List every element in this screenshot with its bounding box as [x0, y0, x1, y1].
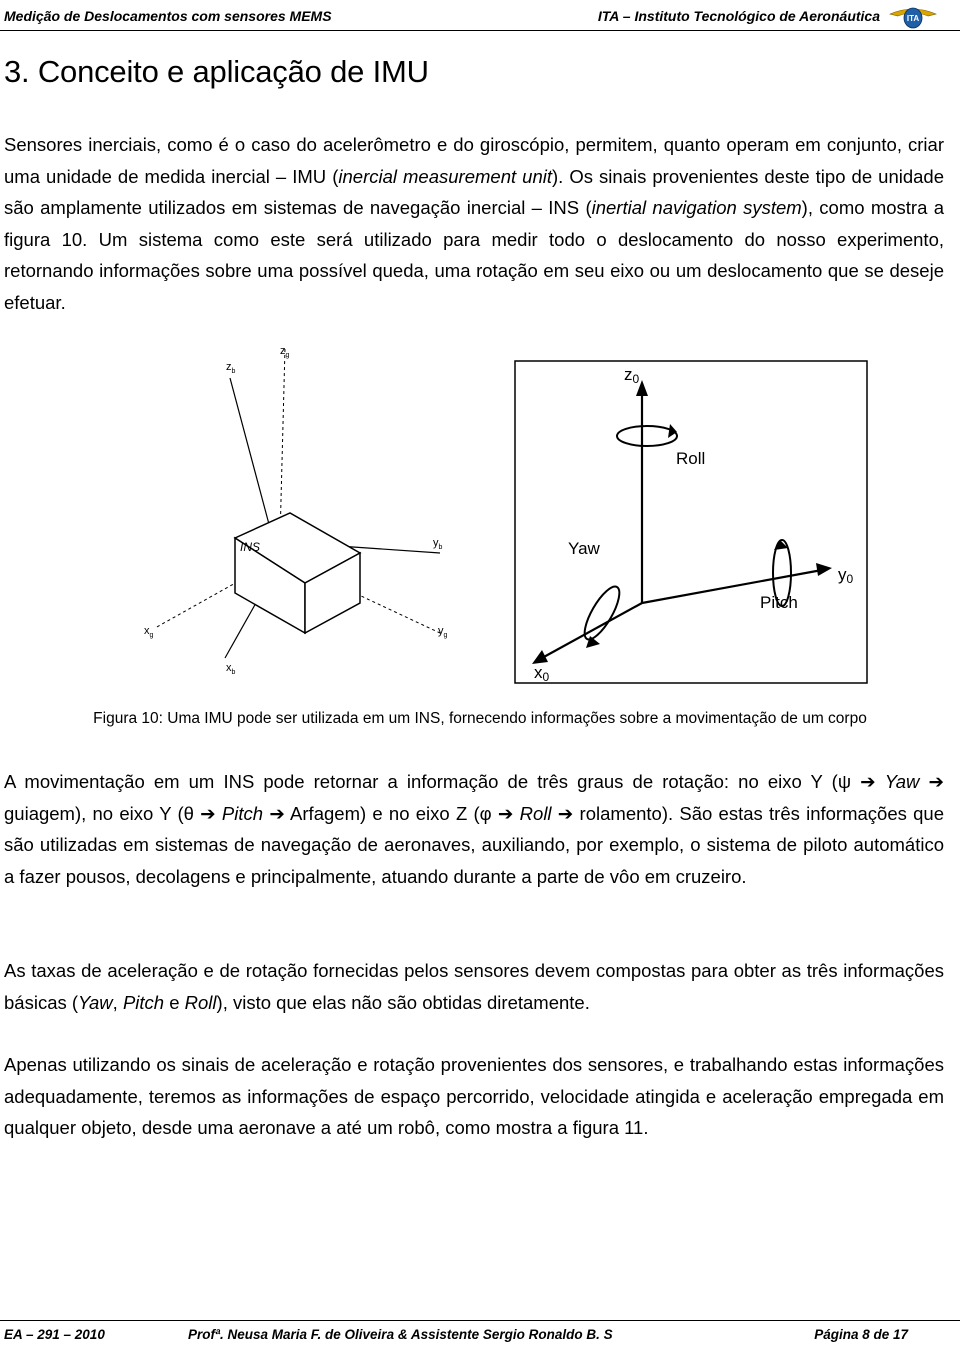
footer-authors: Profª. Neusa Maria F. de Oliveira & Assistente Sergio Ronaldo B. S	[188, 1327, 613, 1342]
svg-text:yb: $y_b$	[433, 537, 443, 551]
paragraph-rates	[4, 955, 944, 1018]
svg-text:yg: $y_g$	[438, 625, 448, 639]
p3-sep-2: e	[164, 991, 185, 1013]
p1-text-c: ), como mostra a figura 10. Um sistema como este será utilizado para medir todo o deslocamento do nosso experimento, retornando informações sobre uma possível queda, uma rotação em seu eixo ou um deslocamento que se deseje efetuar.	[4, 197, 944, 313]
footer-page-number: Página 8 de 17	[814, 1327, 908, 1342]
footer-rule	[0, 1320, 960, 1321]
svg-text:Yaw: Yaw	[568, 539, 600, 558]
p2-text-3: Arfagem) e no eixo Z (φ	[284, 802, 498, 824]
figure-rotation-axes	[512, 358, 872, 688]
paragraph-rotation	[4, 766, 944, 892]
arrow-icon: ➔	[557, 802, 574, 824]
arrow-icon: ➔	[928, 771, 944, 792]
p3-text-1: As taxas de aceleração e de rotação fornecidas pelos sensores devem compostas para obter as três informações básicas (	[4, 960, 944, 1013]
p3-text-2: ), visto que elas não são obtidas diretamente.	[216, 991, 590, 1013]
figure-caption: Figura 10: Uma IMU pode ser utilizada em um INS, fornecendo informações sobre a movimentação de um corpo	[93, 710, 867, 727]
paragraph-signals: Apenas utilizando os sinais de aceleração e rotação provenientes dos sensores, e trabalhando estas informações adequadamente, teremos as informações de espaço percorrido, velocidade atingida e aceleração empregada em qualquer objeto, desde uma aeronave a até um robô, como mostra a figura 11.	[4, 1054, 944, 1138]
paragraph-intro	[4, 129, 944, 318]
ita-logo	[888, 2, 938, 30]
figure-frame	[515, 361, 867, 683]
logo-text: ITA	[906, 14, 920, 23]
p3-yaw: Yaw	[78, 991, 113, 1013]
header-left-title: Medição de Deslocamentos com sensores MEMS	[4, 8, 332, 24]
footer-course: EA – 291 – 2010	[4, 1327, 105, 1342]
p1-italic-b: inertial navigation system	[591, 197, 802, 218]
section-title: 3. Conceito e aplicação de IMU	[4, 54, 429, 89]
p2-text-2: guiagem), no eixo Y (θ	[4, 802, 201, 824]
svg-text:zb: $z_b$	[226, 361, 236, 375]
p3-roll: Roll	[184, 991, 217, 1013]
p3-pitch: Pitch	[122, 991, 165, 1013]
arrow-icon: ➔	[860, 771, 876, 792]
svg-text:y0: y0	[838, 565, 854, 586]
p1-text-a: Sensores inerciais, como é o caso do acelerômetro e do giroscópio, permitem, quanto operam em conjunto, criar uma unidade de medida inercial – IMU (	[4, 134, 944, 187]
svg-text:z0: z0	[624, 365, 640, 386]
p2-roll: Roll	[519, 802, 552, 824]
roll-rotation-icon	[617, 426, 677, 446]
p1-italic-a: inercial measurement unit	[338, 165, 553, 187]
p2-text-1: A movimentação em um INS pode retornar a informação de três graus de rotação: no eixo Y (ψ	[4, 771, 861, 792]
svg-text:Roll: Roll	[676, 449, 706, 468]
yaw-rotation-icon	[578, 582, 625, 644]
zb-axis	[230, 378, 270, 528]
p2-yaw: Yaw	[884, 771, 920, 792]
header-right-title: ITA – Instituto Tecnológico de Aeronáutica	[597, 8, 880, 24]
svg-text:xb: $x_b$	[226, 662, 236, 676]
p2-pitch: Pitch	[221, 802, 264, 824]
svg-text:Pitch: Pitch	[760, 593, 798, 612]
arrow-icon: ➔	[200, 802, 216, 824]
p1-text-b: ). Os sinais provenientes deste tipo de unidade são amplamente utilizados em sistemas de navegação inercial – INS (	[4, 165, 945, 218]
svg-text:xg: $x_g$	[144, 625, 154, 639]
zg-axis	[280, 348, 285, 538]
header-rule	[0, 30, 960, 31]
svg-text:x0: x0	[534, 663, 550, 684]
arrow-icon: ➔	[497, 802, 514, 824]
svg-text:zg: $z_g$	[280, 345, 290, 359]
p3-sep-1: ,	[112, 991, 123, 1013]
svg-text:INS: INS	[240, 540, 261, 554]
figure-ins-axes	[130, 338, 480, 683]
p2-text-4: rolamento). São estas três informações que são utilizadas em sistemas de navegação de aeronaves, auxiliando, por exemplo, o sistema de piloto automático a fazer pousos, decolagens e principalmente, atuando durante a parte de vôo em cruzeiro.	[4, 802, 944, 887]
arrow-icon: ➔	[269, 802, 285, 824]
